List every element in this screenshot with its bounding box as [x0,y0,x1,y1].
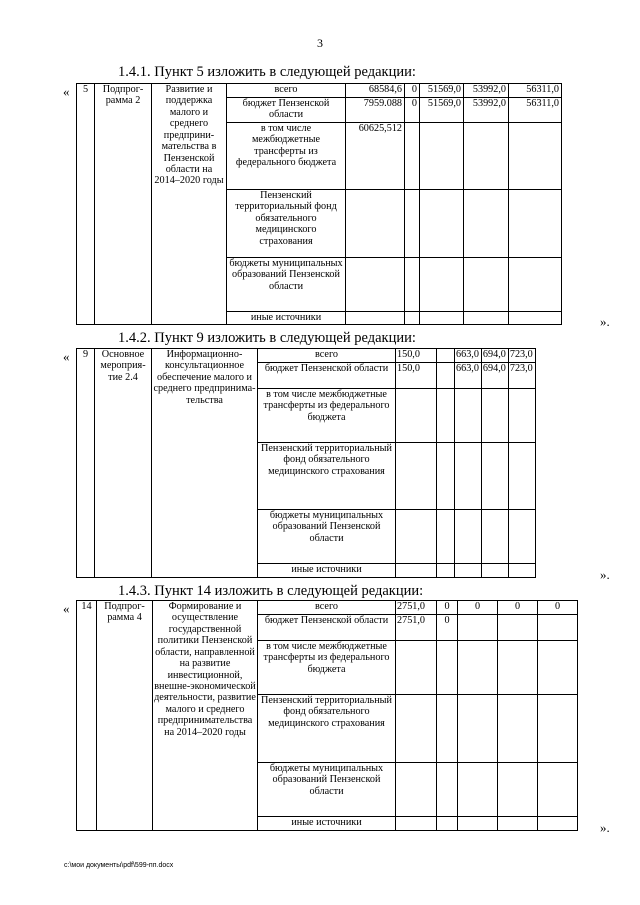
value-cell [508,389,535,443]
source-label: бюджет Пензенской области [258,615,396,641]
value-cell [420,312,464,325]
value-cell [420,123,464,190]
program-type: Подпрог-рамма 4 [97,601,153,831]
open-quote-3: « [63,601,70,616]
row-number: 5 [77,84,95,325]
value-cell [437,695,458,763]
value-cell: 53992,0 [464,98,509,123]
value-cell [538,615,578,641]
value-cell: 60625,512 [346,123,405,190]
value-cell [405,258,420,312]
file-path-footer: c:\мои документы\pdf\599-пп.docx [64,862,174,869]
value-cell: 56311,0 [509,84,562,98]
program-name: Развитие и поддержка малого и среднего предприни-мательства в Пензенской области на 2014–2020 годы [152,84,227,325]
value-cell [420,258,464,312]
value-cell: 663,0 [455,363,482,389]
value-cell: 51569,0 [420,98,464,123]
value-cell: 7959.088 [346,98,405,123]
source-label: бюджет Пензенской области [258,363,396,389]
value-cell [455,564,482,578]
value-cell [464,258,509,312]
value-cell [538,763,578,817]
section-heading-1: 1.4.1. Пункт 5 изложить в следующей редакции: [118,64,416,80]
amendment-table-2 [76,348,536,578]
row-number: 9 [77,349,95,578]
source-label: Пензенский территориальный фонд обязательного медицинского страхования [258,695,396,763]
value-cell [464,190,509,258]
value-cell [396,763,437,817]
value-cell [498,615,538,641]
close-quote-3: ». [600,820,610,835]
value-cell [437,363,455,389]
value-cell [437,564,455,578]
value-cell [458,641,498,695]
value-cell [481,510,508,564]
value-cell [455,443,482,510]
value-cell: 0 [458,601,498,615]
source-label: иные источники [258,564,396,578]
source-label: в том числе межбюджетные трансферты из федерального бюджета [258,641,396,695]
value-cell: 53992,0 [464,84,509,98]
value-cell: 0 [538,601,578,615]
value-cell: 150,0 [396,349,437,363]
source-label: в том числе межбюджетные трансферты из федерального бюджета [258,389,396,443]
value-cell: 694,0 [481,349,508,363]
value-cell [437,510,455,564]
value-cell [458,817,498,831]
source-label: всего [258,349,396,363]
page-number: 3 [317,36,323,50]
value-cell [396,817,437,831]
value-cell [437,389,455,443]
source-label: бюджеты муниципальных образований Пензенской области [258,510,396,564]
program-name: Информационно-консультационное обеспечение малого и среднего предпринима-тельства [152,349,258,578]
value-cell [481,443,508,510]
value-cell [396,641,437,695]
value-cell: 723,0 [508,349,535,363]
value-cell [458,615,498,641]
value-cell [498,763,538,817]
value-cell [498,817,538,831]
value-cell: 0 [498,601,538,615]
value-cell [405,123,420,190]
value-cell: 0 [437,615,458,641]
source-label: бюджеты муниципальных образований Пензенской области [227,258,346,312]
source-label: бюджеты муниципальных образований Пензенской области [258,763,396,817]
value-cell: 663,0 [455,349,482,363]
source-label: Пензенский территориальный фонд обязательного медицинского страхования [227,190,346,258]
value-cell: 694,0 [481,363,508,389]
value-cell [420,190,464,258]
program-type: Подпрог-рамма 2 [95,84,152,325]
value-cell [481,389,508,443]
value-cell [509,123,562,190]
value-cell [437,763,458,817]
close-quote-2: ». [600,567,610,582]
open-quote-1: « [63,84,70,99]
value-cell [538,695,578,763]
value-cell [458,763,498,817]
source-label: Пензенский территориальный фонд обязательного медицинского страхования [258,443,396,510]
value-cell [437,817,458,831]
value-cell: 68584,6 [346,84,405,98]
value-cell: 0 [437,601,458,615]
value-cell: 0 [405,98,420,123]
program-type: Основное мероприя-тие 2.4 [95,349,152,578]
value-cell [405,312,420,325]
value-cell [498,641,538,695]
value-cell [437,349,455,363]
value-cell [405,190,420,258]
value-cell [346,190,405,258]
value-cell [508,510,535,564]
section-heading-3: 1.4.3. Пункт 14 изложить в следующей редакции: [118,583,424,599]
value-cell: 51569,0 [420,84,464,98]
value-cell [437,641,458,695]
source-label: всего [227,84,346,98]
section-heading-2: 1.4.2. Пункт 9 изложить в следующей редакции: [118,330,416,346]
value-cell [509,190,562,258]
value-cell [396,389,437,443]
value-cell [396,695,437,763]
program-name: Формирование и осуществление государственной политики Пензенской области, направленной на развитие инвестиционной, внешне-экономической деятельности, развитие малого и среднего предпринимательства на 2014–2020 годы [153,601,258,831]
value-cell [464,123,509,190]
value-cell [509,312,562,325]
value-cell: 2751,0 [396,615,437,641]
value-cell [396,510,437,564]
value-cell [498,695,538,763]
source-label: бюджет Пензенской области [227,98,346,123]
source-label: всего [258,601,396,615]
amendment-table-1 [76,83,562,325]
value-cell [458,695,498,763]
value-cell [346,312,405,325]
row-number: 14 [77,601,97,831]
source-label: иные источники [258,817,396,831]
value-cell [509,258,562,312]
value-cell [455,510,482,564]
value-cell [346,258,405,312]
source-label: в том числе межбюджетные трансферты из федерального бюджета [227,123,346,190]
value-cell [508,443,535,510]
value-cell: 2751,0 [396,601,437,615]
close-quote-1: ». [600,314,610,329]
value-cell [396,443,437,510]
value-cell [538,817,578,831]
value-cell: 56311,0 [509,98,562,123]
amendment-table-3 [76,600,578,831]
source-label: иные источники [227,312,346,325]
value-cell [538,641,578,695]
open-quote-2: « [63,349,70,364]
value-cell: 0 [405,84,420,98]
value-cell [464,312,509,325]
value-cell [437,443,455,510]
value-cell: 723,0 [508,363,535,389]
value-cell [481,564,508,578]
value-cell [455,389,482,443]
value-cell: 150,0 [396,363,437,389]
value-cell [396,564,437,578]
value-cell [508,564,535,578]
